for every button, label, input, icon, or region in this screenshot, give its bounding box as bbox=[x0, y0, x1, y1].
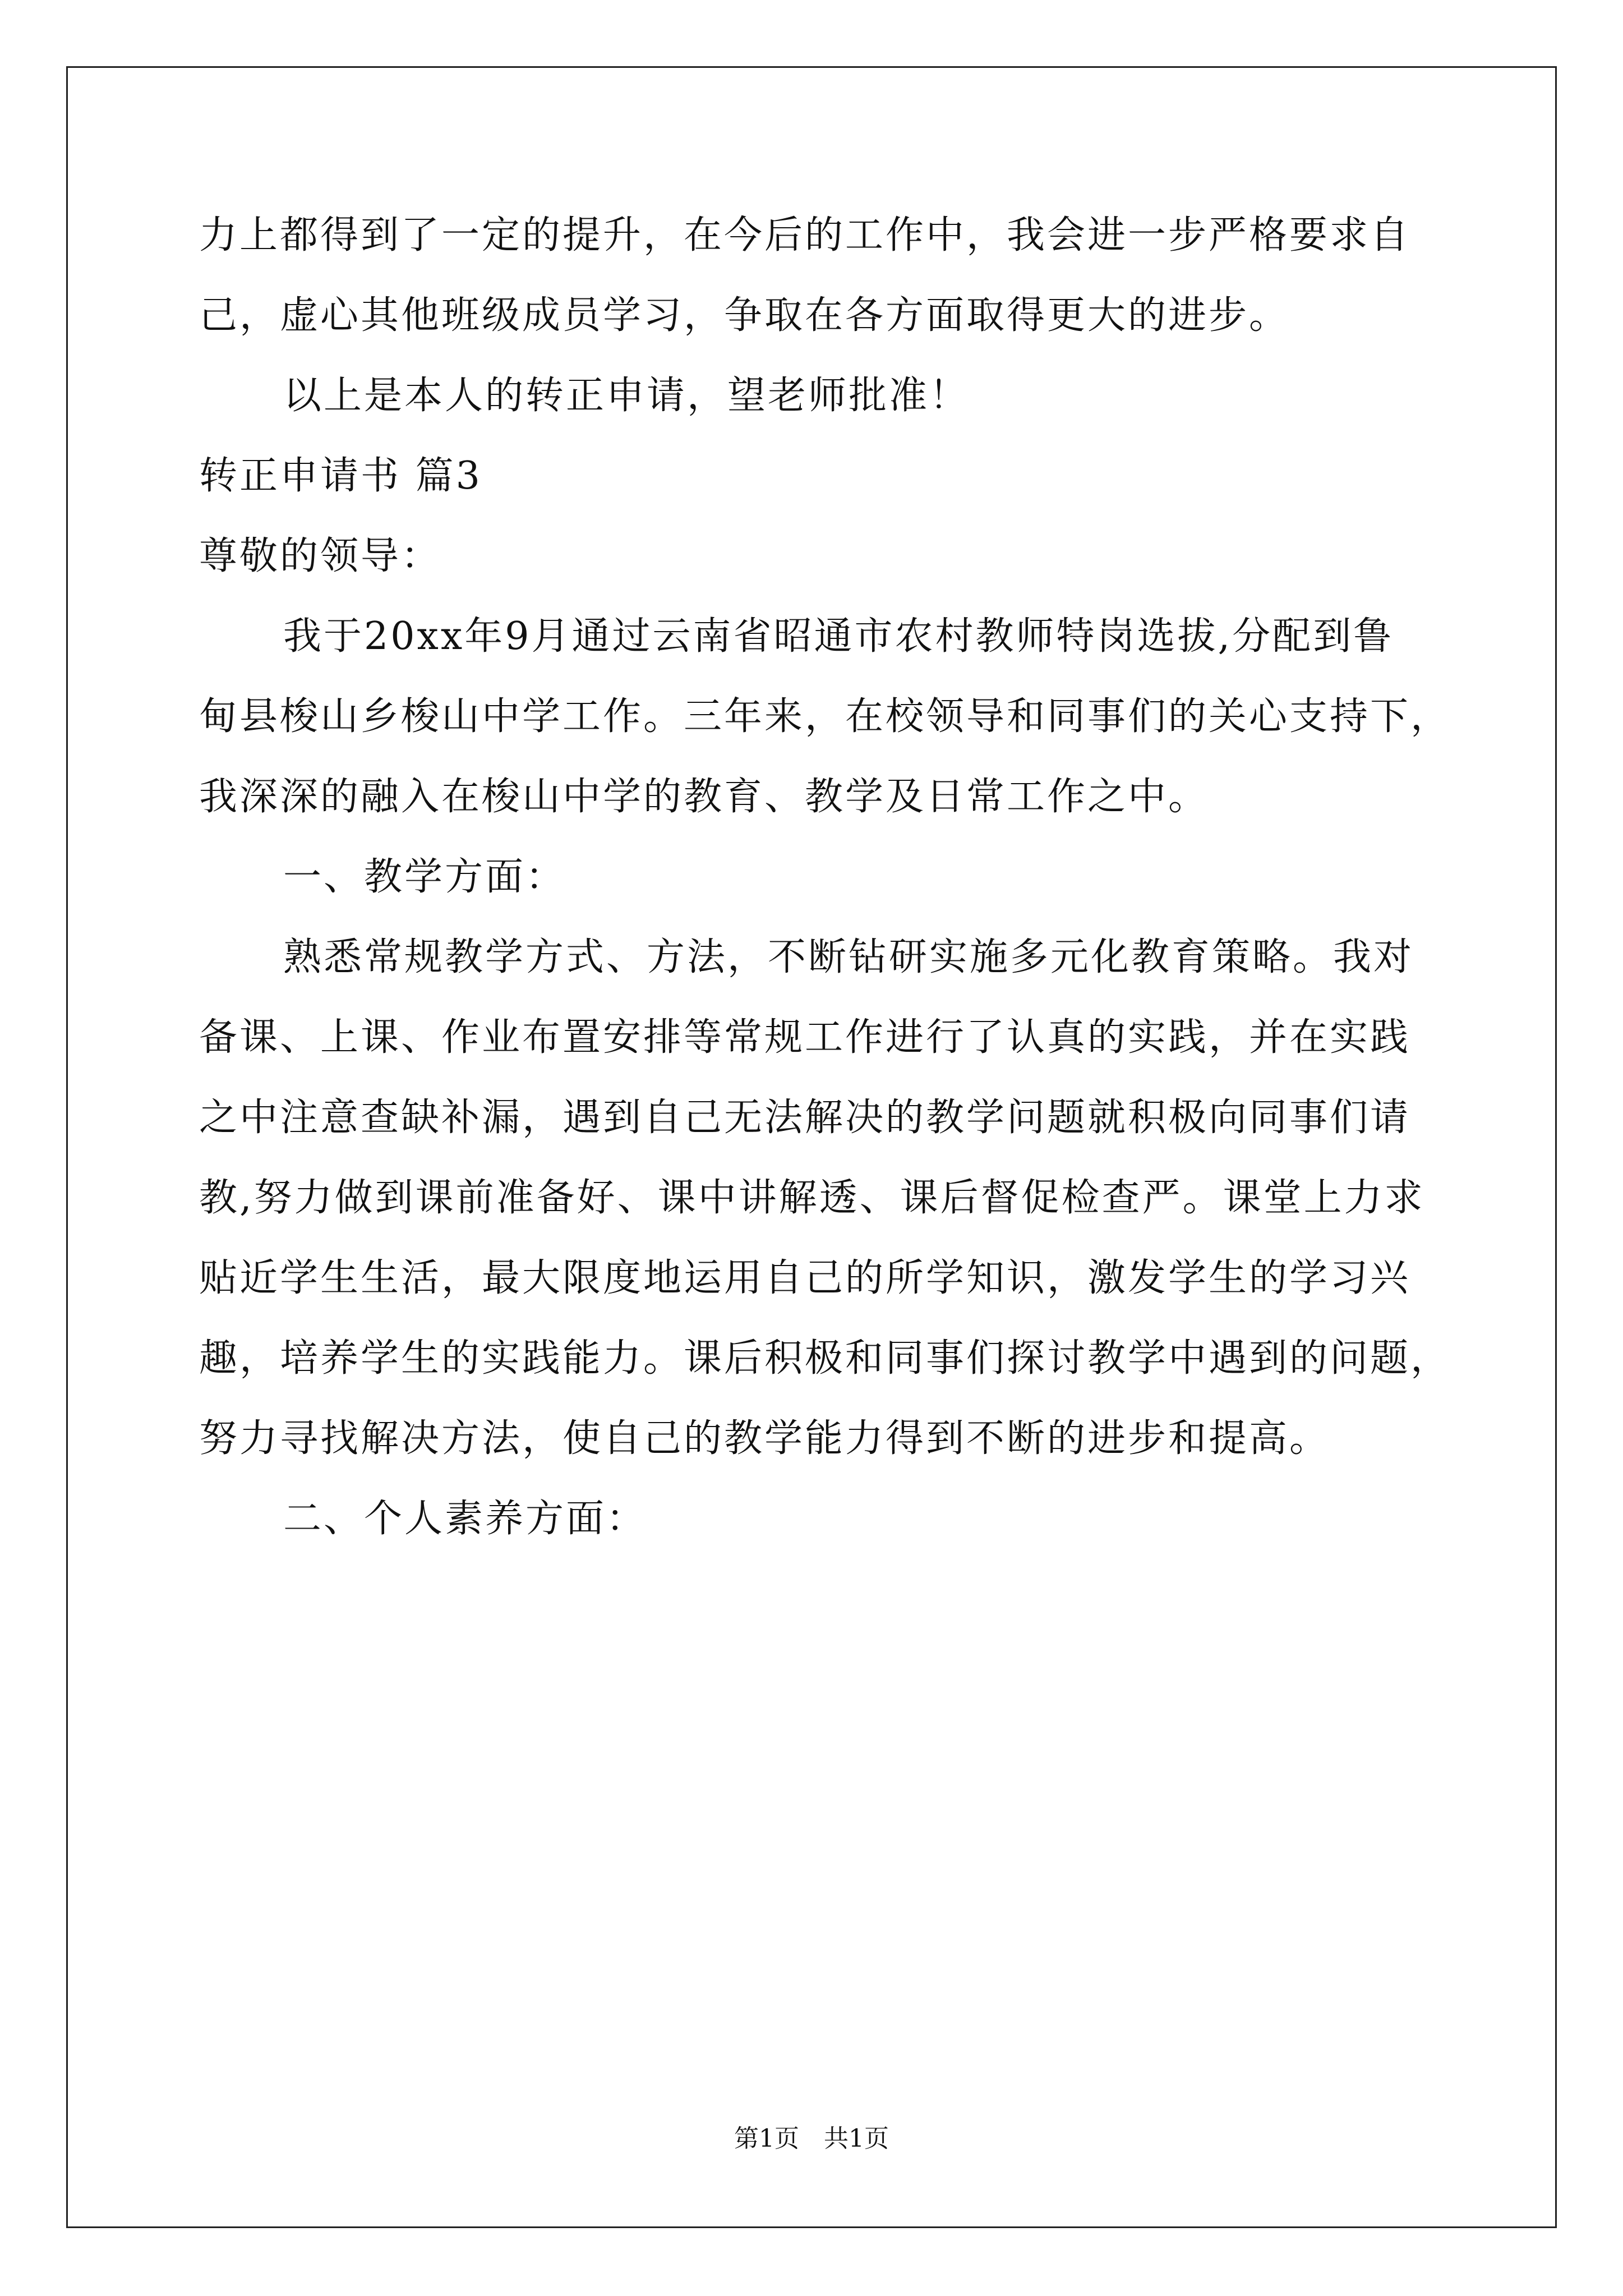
closing-request-line: 以上是本人的转正申请，望老师批准！ bbox=[283, 374, 970, 418]
body-text-line: 备课、上课、作业布置安排等常规工作进行了认真的实践，并在实践 bbox=[199, 1015, 1411, 1060]
subheading-personal-quality: 二、个人素养方面： bbox=[283, 1497, 647, 1541]
body-text-line: 之中注意查缺补漏，遇到自己无法解决的教学问题就积极向同事们请 bbox=[199, 1096, 1411, 1140]
body-text-line: 趣，培养学生的实践能力。课后积极和同事们探讨教学中遇到的问题， bbox=[199, 1336, 1451, 1381]
body-text-line: 甸县梭山乡梭山中学工作。三年来，在校领导和同事们的关心支持下， bbox=[199, 694, 1451, 739]
body-text-line: 己，虚心其他班级成员学习，争取在各方面取得更大的进步。 bbox=[199, 293, 1290, 338]
body-text-line: 贴近学生生活，最大限度地运用自己的所学知识，激发学生的学习兴 bbox=[199, 1256, 1411, 1300]
body-text-line: 教,努力做到课前准备好、课中讲解透、课后督促检查严。课堂上力求 bbox=[199, 1176, 1425, 1220]
body-text-line: 努力寻找解决方法，使自己的教学能力得到不断的进步和提高。 bbox=[199, 1416, 1330, 1461]
body-text-line: 我深深的融入在梭山中学的教育、教学及日常工作之中。 bbox=[199, 775, 1209, 819]
subheading-teaching: 一、教学方面： bbox=[283, 855, 566, 899]
section-title: 转正申请书 篇3 bbox=[199, 454, 482, 498]
body-text-line: 力上都得到了一定的提升，在今后的工作中，我会进一步严格要求自 bbox=[199, 213, 1411, 257]
salutation: 尊敬的领导： bbox=[199, 534, 442, 578]
page-footer: 第1页 共1页 bbox=[734, 2124, 889, 2153]
body-text-line: 熟悉常规教学方式、方法，不断钻研实施多元化教育策略。我对 bbox=[283, 935, 1414, 979]
body-text-line: 我于20xx年9月通过云南省昭通市农村教师特岗选拔,分配到鲁 bbox=[283, 614, 1394, 659]
